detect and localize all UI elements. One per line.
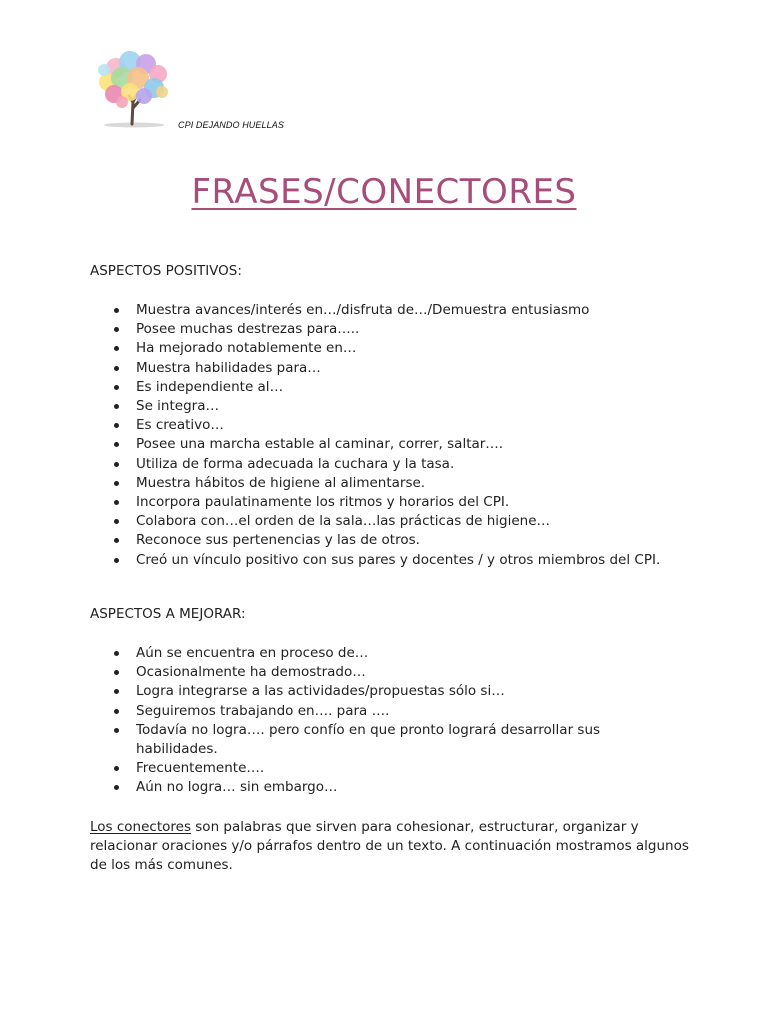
connectors-body: son palabras que sirven para cohesionar, estructurar, organizar y relacionar oraciones y/o párrafos dentro de un texto. A continuación mostramos algunos de los más comunes.	[90, 819, 689, 873]
bullet-icon	[114, 728, 119, 733]
list-item: Ocasionalmente ha demostrado…	[90, 663, 680, 682]
improvements-heading: ASPECTOS A MEJORAR:	[90, 606, 246, 622]
bullet-icon	[114, 538, 119, 543]
list-item: Frecuentemente….	[90, 759, 680, 778]
improvements-list	[90, 644, 680, 798]
list-item: Muestra hábitos de higiene al alimentarse.	[90, 474, 680, 493]
list-item: Muestra avances/interés en…/disfruta de…/Demuestra entusiasmo	[90, 301, 680, 320]
bullet-icon	[114, 346, 119, 351]
list-item: Utiliza de forma adecuada la cuchara y la tasa.	[90, 455, 680, 474]
bullet-icon	[114, 385, 119, 390]
list-item: Logra integrarse a las actividades/propuestas sólo si…	[90, 682, 680, 701]
list-item: Se integra…	[90, 397, 680, 416]
bullet-icon	[114, 327, 119, 332]
connectors-paragraph	[90, 818, 690, 875]
bullet-icon	[114, 709, 119, 714]
connectors-link[interactable]: Los conectores	[90, 819, 191, 835]
list-item: Incorpora paulatinamente los ritmos y horarios del CPI.	[90, 493, 680, 512]
organization-name: CPI DEJANDO HUELLAS	[178, 120, 284, 130]
list-item: Es creativo…	[90, 416, 680, 435]
list-item: Aún se encuentra en proceso de…	[90, 644, 680, 663]
bullet-icon	[114, 366, 119, 371]
positives-list	[90, 301, 680, 570]
list-item: Posee muchas destrezas para…..	[90, 320, 680, 339]
bullet-icon	[114, 689, 119, 694]
list-item: Es independiente al…	[90, 378, 680, 397]
list-item: Creó un vínculo positivo con sus pares y docentes / y otros miembros del CPI.	[90, 551, 680, 570]
list-item: Reconoce sus pertenencias y las de otros.	[90, 531, 680, 550]
list-item: Todavía no logra…. pero confío en que pronto logrará desarrollar sus habilidades.	[90, 721, 680, 759]
list-item: Colabora con…el orden de la sala…las prácticas de higiene…	[90, 512, 680, 531]
bullet-icon	[114, 308, 119, 313]
bullet-icon	[114, 423, 119, 428]
bullet-icon	[114, 404, 119, 409]
bullet-icon	[114, 558, 119, 563]
colorful-fingerprint-tree-icon	[92, 50, 178, 130]
bullet-icon	[114, 481, 119, 486]
bullet-icon	[114, 519, 119, 524]
bullet-icon	[114, 442, 119, 447]
bullet-icon	[114, 462, 119, 467]
page-title: FRASES/CONECTORES	[191, 172, 577, 212]
positives-heading: ASPECTOS POSITIVOS:	[90, 263, 242, 279]
bullet-icon	[114, 785, 119, 790]
bullet-icon	[114, 670, 119, 675]
bullet-icon	[114, 651, 119, 656]
bullet-icon	[114, 766, 119, 771]
list-item: Aún no logra… sin embargo…	[90, 778, 680, 797]
list-item: Posee una marcha estable al caminar, correr, saltar….	[90, 435, 680, 454]
list-item: Muestra habilidades para…	[90, 359, 680, 378]
list-item: Ha mejorado notablemente en…	[90, 339, 680, 358]
list-item: Seguiremos trabajando en…. para ….	[90, 702, 680, 721]
bullet-icon	[114, 500, 119, 505]
